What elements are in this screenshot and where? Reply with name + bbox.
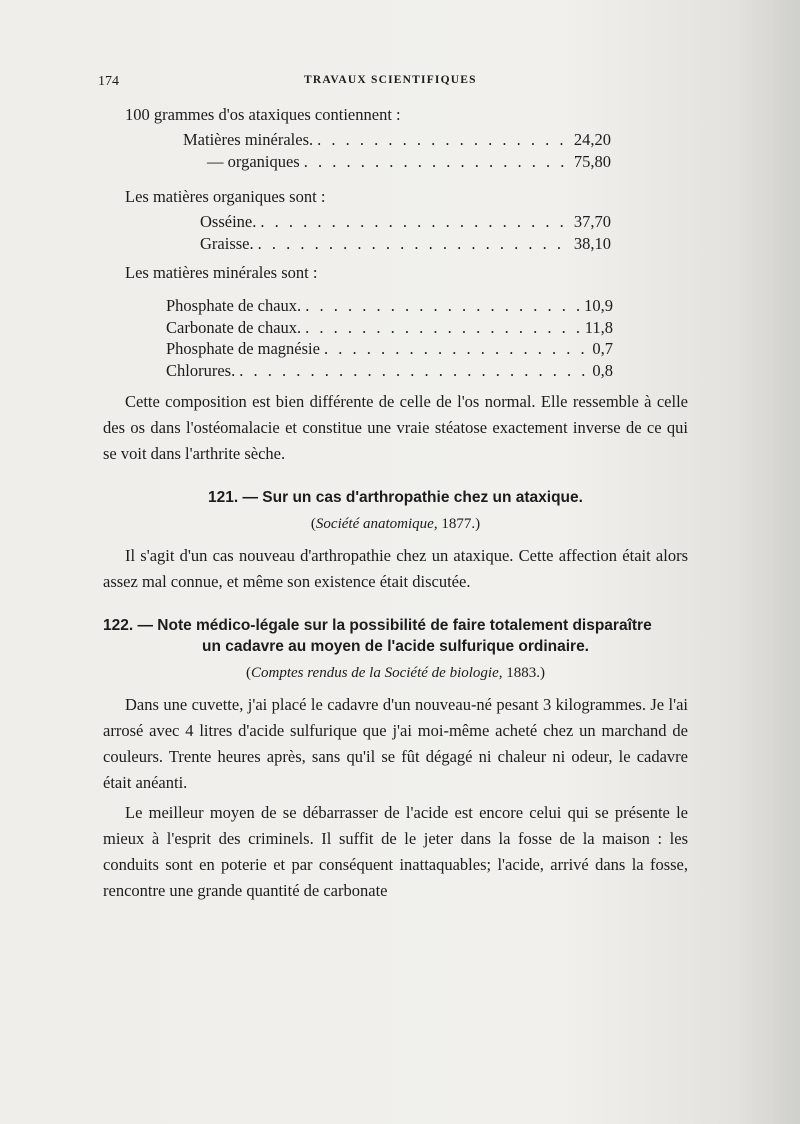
- page-body: [103, 104, 688, 904]
- organic-intro: Les matières organiques sont :: [125, 187, 326, 206]
- section-122-title-line-2: un cadavre au moyen de l'acide sulfurique ordinaire.: [202, 638, 589, 655]
- row-value: 0,7: [592, 339, 613, 358]
- row-value: 75,80: [573, 151, 611, 171]
- row-value: 24,20: [573, 130, 611, 149]
- source-year: , 1877.: [433, 516, 476, 532]
- composition-conclusion: Cette composition est bien différente de celle de l'os normal. Elle ressemble à celle des os dans l'ostéomalacie et constitue une vraie stéatose exactement inverse de ce qui se voit dans l'arthrite sèche.: [103, 392, 688, 463]
- row-label: Graisse.: [200, 233, 254, 253]
- table-row: [183, 129, 611, 151]
- row-label: Carbonate de chaux.: [166, 317, 302, 337]
- leader-dots: [305, 295, 580, 316]
- table-row: [166, 338, 613, 360]
- leader-dots: [305, 317, 581, 338]
- section-122-title-line-1: 122. — Note médico-légale sur la possibilité de faire totalement disparaître: [103, 617, 652, 634]
- row-label: Phosphate de chaux.: [166, 296, 302, 315]
- source-journal: Comptes rendus de la Société de biologie: [251, 665, 499, 681]
- leader-dots: [304, 151, 570, 172]
- page-header: [98, 74, 698, 94]
- table-row: [200, 211, 611, 233]
- row-value: 11,8: [584, 317, 613, 337]
- row-label: — organiques: [207, 151, 300, 171]
- page-number: 174: [98, 74, 119, 89]
- leader-dots: [239, 360, 588, 381]
- section-122-paragraph-2: Le meilleur moyen de se débarrasser de l'acide est encore celui qui se présente le mieux à l'esprit des criminels. Il suffit de le jeter dans la fosse de la maison : les conduits sont en poterie et par conséquent inattaquables; l'acide, arrivé dans la fosse, rencontre une grande quantité de carbonate: [103, 803, 688, 900]
- leader-dots: [324, 338, 588, 359]
- section-122-source: (Comptes rendus de la Société de biologie, 1883.): [246, 665, 545, 681]
- section-121-title: 121. — Sur un cas d'arthropathie chez un ataxique.: [208, 489, 583, 506]
- leader-dots: [317, 129, 570, 150]
- leader-dots: [258, 233, 570, 254]
- section-121-text: Il s'agit d'un cas nouveau d'arthropathie chez un ataxique. Cette affection était alors assez mal connue, et même son existence était discutée.: [103, 546, 688, 591]
- row-value: 37,70: [573, 212, 611, 231]
- section-122-paragraph-1: Dans une cuvette, j'ai placé le cadavre d'un nouveau-né pesant 3 kilogrammes. Je l'ai arrosé avec 4 litres d'acide sulfurique que j'ai moi-même acheté chez un marchand de couleurs. Trente heures après, sans qu'il se fût dégagé ni chaleur ni odeur, le cadavre était anéanti.: [103, 695, 688, 792]
- running-title: TRAVAUX SCIENTIFIQUES: [304, 74, 477, 86]
- mineral-intro: Les matières minérales sont :: [125, 263, 318, 282]
- table-row: [200, 233, 611, 255]
- table-row: [166, 360, 613, 382]
- composition-intro: 100 grammes d'os ataxiques contiennent :: [125, 105, 401, 124]
- organic-table: [200, 211, 611, 254]
- source-journal: Société anatomique: [315, 516, 434, 532]
- row-label: Phosphate de magnésie: [166, 339, 320, 358]
- source-year: , 1883.: [498, 665, 540, 681]
- row-label: Chlorures.: [166, 360, 236, 380]
- table-row: [166, 295, 613, 317]
- mineral-table: [166, 295, 613, 381]
- section-121-source: (Société anatomique, 1877.): [310, 516, 481, 532]
- row-label: Matières minérales.: [183, 130, 314, 149]
- row-value: 10,9: [584, 296, 613, 315]
- row-value: 38,10: [573, 233, 611, 253]
- table-row: [166, 317, 613, 339]
- table-row: [183, 151, 611, 173]
- composition-table: [183, 129, 611, 172]
- row-value: 0,8: [592, 360, 613, 380]
- row-label: Osséine.: [200, 212, 257, 231]
- leader-dots: [260, 211, 570, 232]
